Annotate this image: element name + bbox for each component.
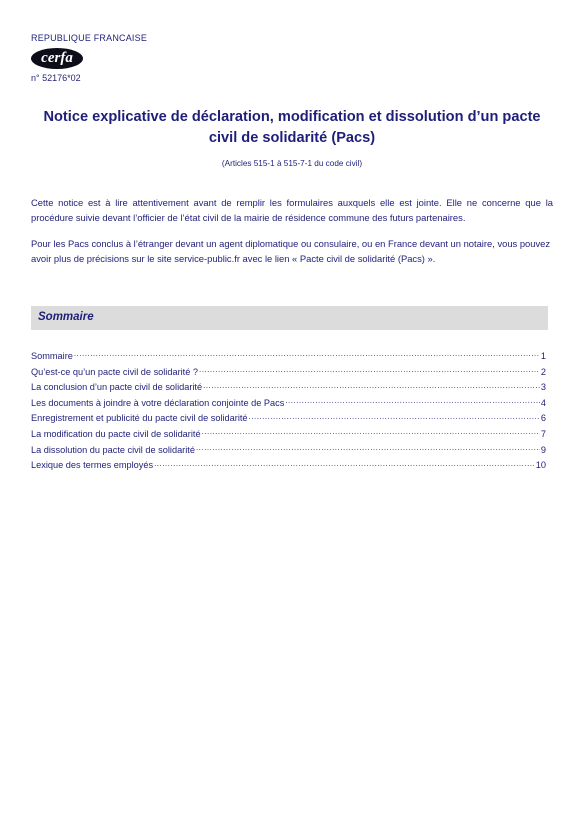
toc-entry-page: 2 <box>540 366 546 377</box>
toc-entry[interactable] <box>31 379 546 395</box>
document-title: Notice explicative de déclaration, modification et dissolution d’un pacte civil de solidarité (Pacs) <box>43 109 541 146</box>
toc-entry-label: Les documents à joindre à votre déclaration conjointe de Pacs <box>31 397 285 408</box>
toc-leader-dots <box>202 426 540 437</box>
toc-leader-dots <box>203 379 540 390</box>
toc-entry-label: Qu’est-ce qu’un pacte civil de solidarité ? <box>31 366 198 377</box>
toc-entry-page: 10 <box>535 460 546 471</box>
toc-entry-label: Enregistrement et publicité du pacte civil de solidarité <box>31 413 248 424</box>
toc-entry-label: La dissolution du pacte civil de solidarité <box>31 444 195 455</box>
table-of-contents <box>31 348 546 473</box>
toc-entry[interactable] <box>31 364 546 380</box>
cerfa-logo: cerfa <box>31 48 83 69</box>
toc-entry-page: 3 <box>540 382 546 393</box>
toc-entry-page: 1 <box>540 351 546 361</box>
toc-leader-dots <box>74 348 540 359</box>
summary-heading: Sommaire <box>38 311 94 323</box>
toc-leader-dots <box>199 364 540 375</box>
summary-heading-bar <box>31 306 548 330</box>
toc-entry[interactable] <box>31 442 546 458</box>
toc-entry[interactable] <box>31 426 546 442</box>
toc-entry-page: 7 <box>540 428 546 439</box>
toc-leader-dots <box>285 395 540 406</box>
articles-reference: (Articles 515-1 à 515-7-1 du code civil) <box>221 159 363 168</box>
toc-leader-dots <box>154 457 535 468</box>
toc-entry-page: 4 <box>540 397 546 408</box>
toc-leader-dots <box>196 442 540 453</box>
toc-entry[interactable] <box>31 410 546 426</box>
country-header: REPUBLIQUE FRANCAISE <box>31 33 148 43</box>
toc-entry[interactable] <box>31 348 546 364</box>
intro-paragraph: Cette notice est à lire attentivement avant de remplir les formulaires auxquels elle est jointe. Elle ne concerne que la procédure suivie devant l’officier de l’état civil de la mairie de résidence commune des futurs partenaires. <box>31 197 553 223</box>
toc-entry-label: Sommaire <box>31 351 73 361</box>
form-number: n° 52176*02 <box>31 73 81 83</box>
toc-entry-page: 9 <box>540 444 546 455</box>
toc-entry[interactable] <box>31 457 546 473</box>
toc-entry-label: La conclusion d’un pacte civil de solidarité <box>31 382 203 393</box>
toc-entry-label: Lexique des termes employés <box>31 460 154 471</box>
toc-entry[interactable] <box>31 395 546 411</box>
abroad-paragraph: Pour les Pacs conclus à l’étranger devant un agent diplomatique ou consulaire, ou en France devant un notaire, vous pouvez avoir plus de précisions sur le site service-public.fr avec le lien « Pacte civil de solidarité (Pacs) ». <box>31 238 551 264</box>
toc-leader-dots <box>249 410 540 421</box>
toc-entry-page: 6 <box>540 413 546 424</box>
toc-entry-label: La modification du pacte civil de solidarité <box>31 428 201 439</box>
